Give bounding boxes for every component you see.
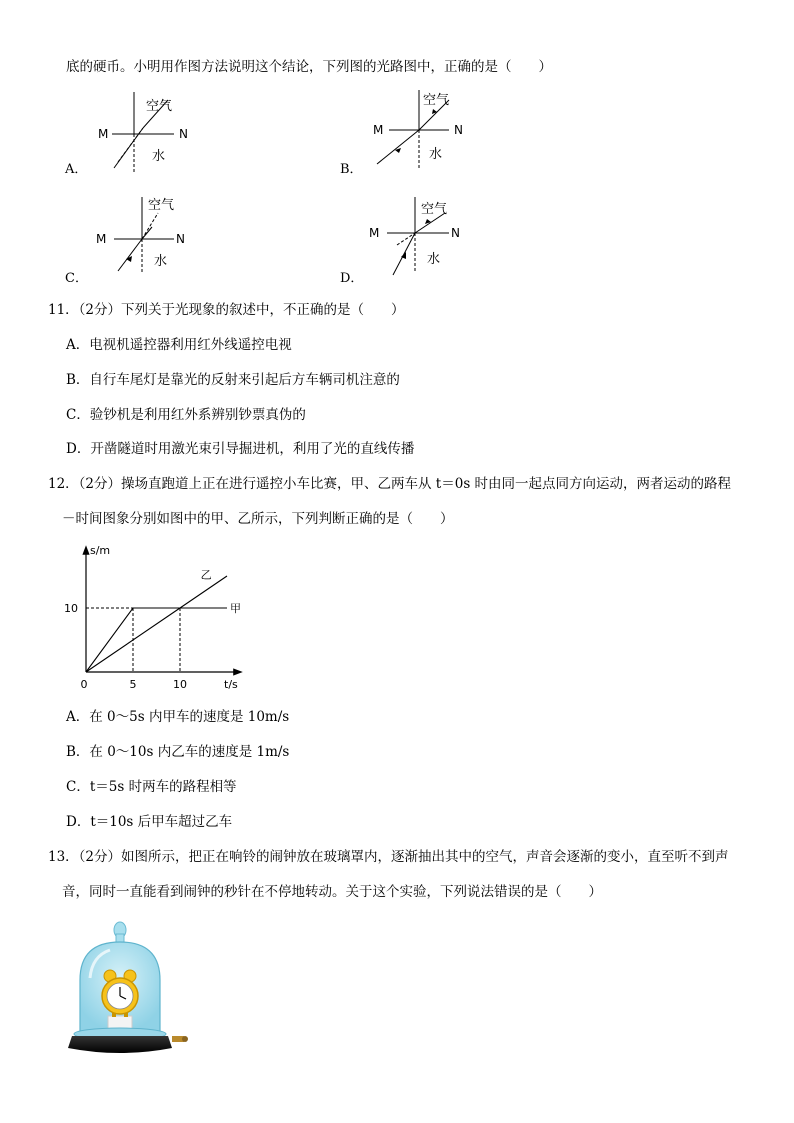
st-graph <box>66 540 256 700</box>
q11-option-b[interactable]: B．自行车尾灯是靠光的反射来引起后方车辆司机注意的 <box>66 372 400 388</box>
origin-label: 0 <box>80 678 88 691</box>
label-water: 水 <box>427 252 441 267</box>
y-axis-label: s/m <box>90 544 111 557</box>
bell-jar-illustration <box>68 920 192 1060</box>
label-m: M <box>96 232 107 246</box>
x-axis-label: t/s <box>224 678 238 691</box>
q12-option-b[interactable]: B．在 0～10s 内乙车的速度是 1m/s <box>66 744 290 760</box>
y-tick-label: 10 <box>64 602 78 615</box>
series-line-1 <box>86 576 227 672</box>
label-m: M <box>373 123 384 137</box>
label-water: 水 <box>154 254 168 269</box>
label-n: N <box>454 123 463 137</box>
q13-stem-line1: 13．（2分）如图所示，把正在响铃的闹钟放在玻璃罩内，逐渐抽出其中的空气，声音会逐渐的变小，直至听不到声 <box>48 849 729 865</box>
label-m: M <box>98 127 109 141</box>
q12-option-a[interactable]: A．在 0～5s 内甲车的速度是 10m/s <box>66 709 290 725</box>
q11-option-c[interactable]: C．验钞机是利用红外系辨别钞票真伪的 <box>66 407 306 423</box>
option-d-letter: D． <box>340 271 364 286</box>
q11-option-a[interactable]: A．电视机遥控器利用红外线遥控电视 <box>66 337 292 353</box>
q11-stem: 11．（2分）下列关于光现象的叙述中，不正确的是（ ） <box>48 302 405 318</box>
q10-option-a[interactable] <box>62 88 202 178</box>
series-name-yi: 乙 <box>200 568 212 582</box>
bell-jar-svg <box>68 920 192 1060</box>
label-n: N <box>176 232 185 246</box>
q12-stem-line1: 12．（2分）操场直跑道上正在进行遥控小车比赛，甲、乙两车从 t＝0s 时由同一起点同方向运动，两者运动的路程 <box>48 476 732 492</box>
q10-option-b[interactable] <box>337 88 497 178</box>
q10-option-c[interactable] <box>62 193 202 286</box>
option-c-letter: C． <box>65 271 88 286</box>
clock-foot <box>112 1013 116 1017</box>
x-tick-label: 10 <box>173 678 187 691</box>
vacuum-plate <box>68 1036 172 1053</box>
option-a-letter: A． <box>65 162 88 177</box>
incident-ray <box>118 239 142 271</box>
q12-stem-line2: －时间图象分别如图中的甲、乙所示，下列判断正确的是（ ） <box>62 511 454 527</box>
label-air: 空气 <box>421 202 448 217</box>
label-water: 水 <box>429 147 443 162</box>
q13-stem-line2: 音，同时一直能看到闹钟的秒针在不停地转动。关于这个实验，下列说法错误的是（ ） <box>62 884 602 900</box>
q11-option-d[interactable]: D．开凿隧道时用激光束引导掘进机，利用了光的直线传播 <box>66 441 415 457</box>
vacuum-valve-tip <box>182 1036 188 1042</box>
label-air: 空气 <box>146 99 173 114</box>
q10-option-d[interactable] <box>337 195 497 285</box>
label-n: N <box>179 127 188 141</box>
label-air: 空气 <box>423 93 450 108</box>
label-m: M <box>369 226 380 240</box>
q10-stem: 底的硬币。小明用作图方法说明这个结论，下列图的光路图中，正确的是（ ） <box>66 59 552 75</box>
x-tick-label: 5 <box>129 678 137 691</box>
dashed-ray <box>142 213 158 239</box>
series-line-0 <box>86 608 227 672</box>
st-chart-svg <box>66 540 256 700</box>
label-water: 水 <box>152 149 166 164</box>
refracted-ray <box>142 227 152 239</box>
series-name-jia: 甲 <box>230 602 241 615</box>
option-b-letter: B． <box>340 162 363 177</box>
label-n: N <box>451 226 460 240</box>
clock-foot <box>124 1013 128 1017</box>
q12-option-c[interactable]: C．t＝5s 时两车的路程相等 <box>66 779 237 795</box>
label-air: 空气 <box>148 198 175 213</box>
q12-option-d[interactable]: D．t＝10s 后甲车超过乙车 <box>66 814 233 830</box>
